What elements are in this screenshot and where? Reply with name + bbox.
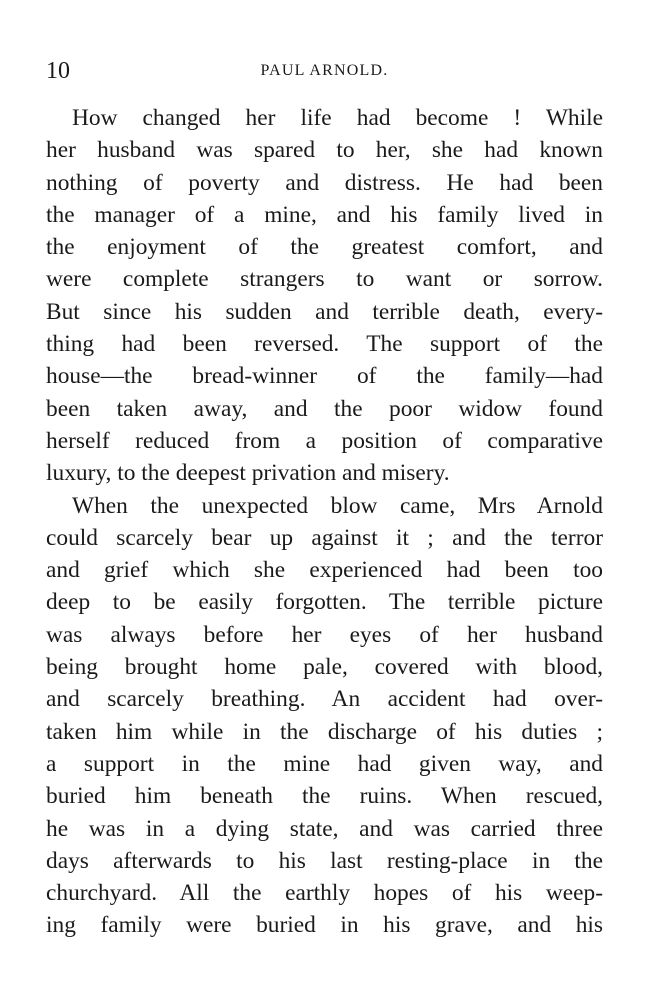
text-line: buried him beneath the ruins. When rescued, [46, 783, 603, 810]
page-header [46, 56, 603, 86]
body-text [46, 102, 603, 942]
text-line: he was in a dying state, and was carried three [46, 815, 603, 842]
text-line: taken him while in the discharge of his duties ; [46, 718, 603, 745]
text-line: been taken away, and the poor widow found [46, 395, 603, 422]
text-line: her husband was spared to her, she had known [46, 137, 603, 164]
page-number: 10 [46, 58, 70, 84]
text-line: herself reduced from a position of comparative [46, 427, 603, 454]
text-line: and grief which she experienced had been too [46, 557, 603, 584]
text-line: But since his sudden and terrible death, every- [46, 298, 603, 325]
text-line: nothing of poverty and distress. He had been [46, 169, 603, 196]
text-line: deep to be easily forgotten. The terrible picture [46, 589, 603, 616]
text-line: How changed her life had become ! While [72, 105, 603, 131]
text-line: and scarcely breathing. An accident had over- [46, 686, 603, 713]
text-line: ing family were buried in his grave, and his [46, 912, 603, 939]
text-line: luxury, to the deepest privation and misery. [46, 460, 450, 487]
text-line: thing had been reversed. The support of the [46, 331, 603, 358]
text-line: When the unexpected blow came, Mrs Arnold [72, 492, 603, 519]
paragraph [46, 490, 603, 942]
text-line: the manager of a mine, and his family lived in [46, 201, 603, 228]
running-head: PAUL ARNOLD. [260, 62, 389, 79]
paragraph [46, 102, 603, 490]
text-line: a support in the mine had given way, and [46, 750, 603, 777]
text-line: could scarcely bear up against it ; and the terror [46, 524, 603, 551]
text-line: were complete strangers to want or sorrow. [46, 266, 603, 293]
text-line: being brought home pale, covered with blood, [46, 654, 603, 681]
text-line: churchyard. All the earthly hopes of his weep- [46, 880, 603, 907]
text-line: house—the bread-winner of the family—had [46, 363, 603, 390]
text-line: the enjoyment of the greatest comfort, and [46, 234, 603, 261]
text-line: was always before her eyes of her husband [46, 621, 603, 648]
text-line: days afterwards to his last resting-place in the [46, 847, 603, 874]
